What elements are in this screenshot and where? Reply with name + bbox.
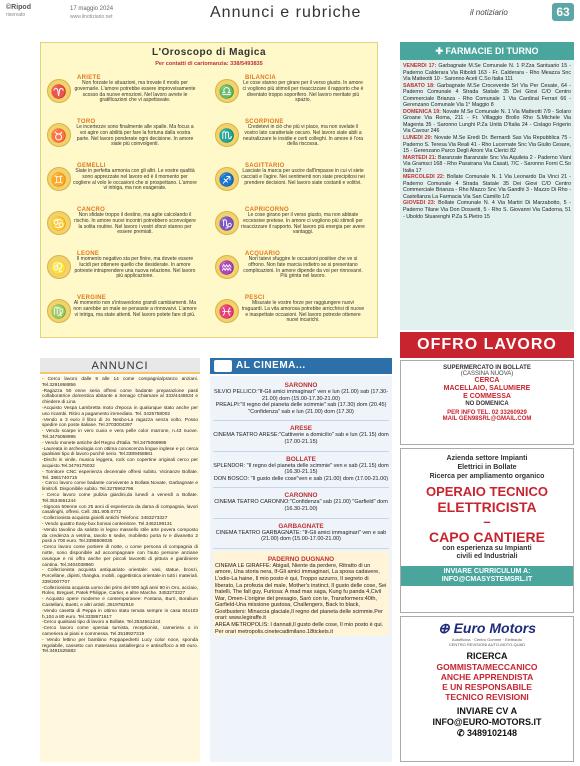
classifieds-body xyxy=(40,376,200,762)
day-label: GIOVEDI 23: xyxy=(403,200,436,207)
pharmacy-day: DOMENICA 19: Novate M.Se Comunale N. 1 Via Matteotti 7/9 - Solaro Groane Via Roma, 211 - Fr. Villaggio Brollo Rho S.Michele Via Magenta 35 - Saronno Lunghi P.Za Unità D'Italia 24 - Cislago Frigerio Via Cavour 246 xyxy=(403,108,571,135)
sign-text: Lasciate la marca per uscire dall'impasse in cui vi siete cacciati e l'agire. Nei sentimenti non siate precipitosi nei prendere decisioni. Nel lavoro siate costanti e volitivi. xyxy=(241,168,365,186)
job3-line: RICERCA xyxy=(466,651,508,661)
day-label: MARTEDI 21: xyxy=(403,154,437,161)
sign-pesci xyxy=(215,295,365,324)
cinema-town: SARONNO xyxy=(284,382,318,389)
sign-name: ARIETE xyxy=(77,75,101,81)
masthead: il notiziario xyxy=(470,8,508,17)
divider xyxy=(213,415,389,421)
sign-toro xyxy=(47,119,197,148)
zodiac-pesci-icon: ♓ xyxy=(215,299,239,323)
job3-phone[interactable] xyxy=(401,728,573,739)
sign-leone xyxy=(47,251,197,280)
website-link[interactable]: www.ilnotiziario.net xyxy=(70,14,113,20)
sign-text: Le cose girano per il verso giusto, ma non abbiate eccessive pretese. In amore ci vogliono più stimoli per rivaccizzare il rapporto. Nel lavoro più energia per avere vantaggi. xyxy=(241,212,365,236)
job2-line: civili ed Industriali xyxy=(456,553,518,560)
job2-cv-band xyxy=(401,566,573,586)
divider xyxy=(213,482,389,488)
sign-name: ACQUARIO xyxy=(245,251,281,257)
sign-ariete xyxy=(47,75,197,104)
sign-capricorno xyxy=(215,207,365,236)
sign-name: LEONE xyxy=(77,251,100,257)
job2-role: ELETTRICISTA xyxy=(437,499,537,515)
job-ad-supermarket xyxy=(400,360,574,445)
pharmacy-title: FARMACIE DI TURNO xyxy=(445,46,539,56)
job1-line: SUPERMERCATO IN BOLLATE xyxy=(443,365,531,371)
day-label: DOMENICA 19: xyxy=(403,108,441,115)
zodiac-capricorno-icon: ♑ xyxy=(215,211,239,235)
sign-name: CANCRO xyxy=(77,207,106,213)
job2-line: Elettrici in Bollate xyxy=(457,464,517,471)
cinema-listing: SILVIO PELLICO:"If-Gli amici immaginari" ven e lun (21.00) sab (17.30-21.00) dom (15.00-17.30-21.00) xyxy=(213,389,389,402)
cinema-listing: CINEMA TEATRO CARONNO:"Confidenza" sab (21.00) "Garfield" dom (16.30-21.00) xyxy=(214,499,388,512)
cinema-town: GARBAGNATE xyxy=(278,522,324,530)
sign-name: GEMELLI xyxy=(77,163,106,169)
job2-role: CAPO CANTIERE xyxy=(429,529,545,545)
sign-vergine xyxy=(47,295,197,318)
sign-name: PESCI xyxy=(245,295,265,301)
cinema-header xyxy=(210,358,392,374)
sign-scorpione xyxy=(215,119,365,148)
job2-role: OPERAIO TECNICO xyxy=(425,484,549,499)
pharmacy-day: MERCOLEDI 22: Bollate Comunale N. 1 Via Leonardo Da Vinci 21 - Paderno Comunale 4 Strada Statale 35 Dei Giovi C/O Centro Commerciale Brianza - Rho Mazzo Snc Via Gandhi 3 - Mazzo Di Rho - Castellanza La Farmacia Via San Camillo 1/2 xyxy=(403,174,571,200)
cinema-listing: CINEMA TEATRO ARESE:"Cattiverie a domicilio" sab e lun (21.15) dom (17.00-21.15) xyxy=(213,432,389,445)
horoscope-subtitle: Per contatti di cartomanzia: 338/5493835 xyxy=(155,61,263,67)
job-offers-header: OFFRO LAVORO xyxy=(400,332,574,358)
job1-line: CERCA xyxy=(474,377,500,384)
job3-line: TECNICO REVISIONI xyxy=(445,692,529,702)
phone-number: 3489102148 xyxy=(466,728,518,738)
sign-text: Non forzate le situazioni, ma trovate il modo per governarle. L'amore potrebbe essere improvvisamente scosso da nuove emozioni. Nel lavoro avrete le gratificazioni che vi aspettavate. xyxy=(74,80,196,104)
day-label: MERCOLEDI 22: xyxy=(403,174,445,181)
job1-phone: PER INFO TEL. 02 33260929 xyxy=(447,410,527,416)
pharmacy-day: GIOVEDI 23: Bollate Comunale N. 4 Via Martiri Di Marzabotto, 5 - Paderno Tilane Via Don Dossetti, 5 - Rho S. Giovanni Via Cadorna, 51 - Uboldo Stuarenghi P.Za S.Pietro 15 xyxy=(403,200,571,220)
sign-acquario xyxy=(215,251,365,280)
zodiac-sagittario-icon: ♐ xyxy=(215,167,239,191)
job1-line: (CASSINA NUOVA) xyxy=(460,371,514,377)
day-label: SABATO 18: xyxy=(403,82,435,89)
page-number: 63 xyxy=(552,3,574,21)
cinema-listing: AREA METROPOLIS: I dannati,Il gusto delle cose, Il mio posto è qui. Per orari metropolis.cinetecadimilano.18tickets.it xyxy=(215,622,384,635)
sign-text: Non tatevi sfuggire le occasioni positive che ve si offrono. Non fate marcia indietro se si presentano complicazioni. In amore dipende da voi per rinnovarvi. Più grinta nel lavoro. xyxy=(243,256,363,280)
cinema-listing: DON BOSCO: "Il gusto delle cose"ven e sab (21.00) dom (17.00-21.00) xyxy=(213,475,389,482)
job3-line: ANCHE APPRENDISTA xyxy=(440,672,534,682)
job1-line: MACELLAIO, SALUMIERE xyxy=(443,385,531,392)
day-label: VENERDI 17: xyxy=(403,63,437,69)
logo-sub: riservato xyxy=(6,12,26,18)
cinema-town: BOLLATE xyxy=(286,455,316,463)
sign-text: Al momento non s'intravedono grandi cambiamenti. Ma non sarebbe un male se pensaste a rinnovarvi. L'amore vi intriga, ma state attenti. Nel lavoro potete fare di più. xyxy=(73,300,197,318)
pharmacy-day: SABATO 18: Garbagnate M.Se Croceverde Srl Via Per Cesate, 64 - Paderno Comunale 4 Strada Statale 35 Dei Giovi C/O Centro Commerciale Brianza - Rho Comunale 1 Via Cardinal Ferrari 66 - Gerenzano Comunale Via 1° Maggio 8 xyxy=(403,82,571,109)
sign-gemelli xyxy=(47,163,197,192)
divider xyxy=(213,513,389,519)
sign-text: Misurate le vostre forze per raggiungere nuovi traguardi. La vita amorosa potrebbe arricchirsi di nuove e inaspettate occasioni. Nel lavoro potreste ottenere nuovi incarichi. xyxy=(241,300,365,324)
job1-email[interactable]: MAIL GEN98SRL@GMAIL.COM xyxy=(442,416,532,422)
section-title: Annunci e rubriche xyxy=(210,4,362,21)
sign-text: Le cose stanno per girare per il verso giusto. In amore ci vogliono più stimoli per rivaccizzare il rapporto che è diventato troppo soporifero. Nel lavoro meritate più spazio. xyxy=(242,80,364,104)
sign-text: Le incertezze sono finalmente alle spalle. Ma focus a voi agire con abilità per fare la fortuna dalla vostra parte. Nel lavoro ponderate ogni decisione. In amore siate più coinvolgenti. xyxy=(76,124,194,148)
whatsapp-icon: ✆ xyxy=(456,728,467,738)
zodiac-ariete-icon: ♈ xyxy=(47,79,71,103)
zodiac-scorpione-icon: ♏ xyxy=(215,123,239,147)
pharmacy-list xyxy=(400,60,574,330)
job1-line: E COMMESSA xyxy=(463,393,511,400)
sign-sagittario xyxy=(215,163,365,186)
cinema-listings xyxy=(210,376,392,762)
sign-name: TORO xyxy=(77,119,96,125)
cinema-town: ARESE xyxy=(289,425,313,433)
cinema-dugnano xyxy=(213,551,389,637)
cinema-title: AL CINEMA... xyxy=(236,360,306,371)
zodiac-vergine-icon: ♍ xyxy=(47,299,71,323)
divider xyxy=(213,446,389,452)
cinema-town: CARONNO xyxy=(284,492,318,500)
brand-sub2: CENTRO REVISIONI AUTO-MOTO-QUAD xyxy=(448,642,526,647)
day-label: LUNEDI 20: xyxy=(403,135,433,142)
cinema-listing: PREALPI:"Il regno del pianeta delle scimmie" sab (17.30) dom (20.45) "Confidenza" sab e lun (21.00) dom (17.30) xyxy=(215,402,387,415)
classifieds-header: ANNUNCI xyxy=(40,358,200,374)
zodiac-toro-icon: ♉ xyxy=(47,123,71,147)
plus-icon: ✚ xyxy=(435,46,446,56)
cinema-listing: CINEMA LE GIRAFFE: Abigail, Niente da perdere, Ritratto di un amore, Una storia nera, If-Gli amici immaginari, La sposa cadavere, L'odio-La haine, Il mio posto è qui, Troppo azzurro, Il segreto di liberato, La profezia del male, Mother's instinct, Il gusto delle cose, Sei fratelli, The fall guy, Furiosa: A mad max saga, Kung fu panda 4,Civil War, Omen-L'origine del presagio, Sarò con te, Transformers:40th, Garfield-Una missione gustosa, Challengers, Back to black, Gostbusters: Minaccia glaciale,Il regno del pianeta delle scimmie.Per orari: www.legiraffe.it xyxy=(215,562,387,622)
job3-line: GOMMISTA/MECCANICO xyxy=(436,662,538,672)
zodiac-bilancia-icon: ♎ xyxy=(215,79,239,103)
sign-text: Siate in perfetta armonia con gli altri. Le vostre qualità sono apprezzate nel lavoro ed è il momento per cogliere al volo le occasioni che si prospettano. L'amore vi intriga, ma non esagerate. xyxy=(73,168,197,192)
zodiac-leone-icon: ♌ xyxy=(47,255,71,279)
logo-text: ©Ripod xyxy=(6,4,31,11)
car-icon: ⊕ xyxy=(437,620,454,636)
sign-name: SAGITTARIO xyxy=(245,163,285,169)
job1-line: NO DOMENICA xyxy=(465,401,509,407)
job2-dash: – xyxy=(483,514,491,529)
sign-text: Non sfidate troppo il destino, ma agite calcolando il rischio. In amore nuovi incontri potrebbero sconvolgere la solita routine. Nel lavoro i vostri sforzi stanno per essere premiati. xyxy=(74,212,196,236)
brand-name: Euro Motors xyxy=(453,620,537,636)
pharmacy-day: LUNEDI 20: Novate M.Se Eredi Dr. Bernardi Sas Via Repubblica 75 - Paderno S. Teresa Via Reali 41 - Rho Lucernate Snc Via Giulio Cesare, 15 - Gerenzano Parco Degli Aironi Via Clerici 82 xyxy=(403,135,571,155)
sign-name: CAPRICORNO xyxy=(245,207,290,213)
sign-bilancia xyxy=(215,75,365,104)
cinema-town: PADERNO DUGNANO xyxy=(267,555,335,563)
zodiac-acquario-icon: ♒ xyxy=(215,255,239,279)
zodiac-cancro-icon: ♋ xyxy=(47,211,71,235)
zodiac-gemelli-icon: ♊ xyxy=(47,167,71,191)
pharmacy-day: MARTEDI 21: Baranzate Baranzate Snc Via Aquileia 2 - Paderno Viani Via Gramsci 168 - Rho Passirana Via Casati, 7/C - Saronno Forni C.So Italia 17 xyxy=(403,154,571,174)
job2-line: Azienda settore Impianti xyxy=(446,455,528,462)
cinema-listing: CINEMA TEATRO GARBAGNATE: "If-Gli amici immaginari" ven e sab (21.00) dom (15.00-17.00-21.00) xyxy=(215,529,387,543)
pharmacy-day: VENERDI 17: Garbagnate M.Se Comunale N. 1 P.Zza Santuario 15 - Paderno Calderara Via Riboldi 163 - Fr. Calderara - Rho Meazza Snc Via Matteotti 10 - Saronno Aceti C.So Italia 111 xyxy=(403,63,571,83)
job2-line: Ricerca per ampliamento organico xyxy=(429,473,545,480)
job2-cv-label: INVIARE CURRICULUM A: xyxy=(443,568,531,575)
horoscope-title: L'Oroscopo di Magica xyxy=(151,47,267,58)
divider xyxy=(213,543,389,549)
sign-name: SCORPIONE xyxy=(245,119,284,125)
job-ad-euro-motors xyxy=(400,616,574,762)
sign-name: VERGINE xyxy=(77,295,107,301)
brand-sub: Autofficina · Centro Gomme · Elettrauto xyxy=(451,637,523,642)
classifieds-text: - Cerco lavoro dalle 9 alle 14 come compagnia/pranzo anziani. Tel.3291868856 -Ragazza 50 enne seria offresi come badante preparazione pasti collaboratrice domestica abitante a Senago Chiamare al 333/4448634 e chiedere di Lina -Acquisto Vespa Lambretta moto d'epoca in qualunque stato anche per uso ricambi. Ritiro a pagamento immediato. Tel. 3425758002 -Vendo a 3 euro il libro di Jo Nesbo-La ragazza senza volto. Posso spedire con poste italiane. Tel.3703004397 - Vendo scarpe in vero cuoio e vera pelle color marrone, n.43 nuove. Tel.3475068995 - Vendo monete antiche del Regno d'Italia. Tel.3475068995 -Laureata in archeologia con ottima conoscenza lingue inglese e pc cerca qualsiasi tipo di lavoro purchè serio. Tel.3389458881 -Dischi in vinile, musica leggera, rock con copertine originali cerco per acquisto.Tel.3479175032 - Tornitore CNC esperienza decennale offresi subito. Vicinanze Bollate. Tel. 3881740715 - Cerco lavoro come badante convivente a Bollate,Novate, Garbagnate e limitrofi. Disponibile subito. Tel.3275962796 - Cerco lavoro come pulizia giardini,da lunedì a venerdì a Bollate. Tel.3534561244 -Signora 50enne con 25 anni di esperienza da dama di compagnia, lavori casalinghi, offresi. Cell. 351.905.0772 -Collezionista acquista gioielli antichi Telefono: 3453273327 - Vendo quattro Easy-box bonsai contenitore. Tel.3462199131 -Vendo tavolino da salotto in legno massello stile arte povera composto da credenza a vetrina, tavolo 6 sedie, mobiletto porta tv e divanetto 2 posti a 700 euro. Tel.3398608035 -Cerco lavoro come portiere di notte, o come persona di compagnia di notte, sono disponibile ad accompagnare con l'auto persone anziane ovunque e mi offro anche per piccoli lavoretti di pittura e giardiniere cantina. Tel.3404038960 - Collezionista acquista antiquariato orientale: vasi, statue, bronzi, Porcellane, dipinti, thangka, mobili, oggettistica orientale in tutti i materiali. 339/2007707 -Collezionista acquista uomo dei primi del 900 agli anni 90 in Oro, acciaio, Rolex, Breguet, Patek Philippe, Cartier, e altre Marche. 3453273327 - Acquisto opere moderne e contemporanee: Fontana, Burri, Boralium Castellani, Boetti, e altri artisti .3519782918 -Vendo casetta di Peppa in ottimo stato tenuta sempre in casa 84x103 h,104 a 80 euro. Tel.3338671617 -Cerco qualsiasi tipo di lavoro a Bollate. Tel.3534561244 -Cerco lavoro come operaia turnista, receptionist, cameriera o in cameriera ai piani e commessa. Tel.3518927319 - Vendo lettino per bambino Foppapedretti Lucy color noce, sponda regolabile, cassetto con materasso antiallergico e antisoffoco a 80 euro. Tel.3491525682 xyxy=(42,377,198,655)
pharmacy-header xyxy=(400,42,574,60)
job2-email[interactable]: INFO@CMASYSTEMSRL.IT xyxy=(441,576,533,583)
sign-text: Il momento negativo sta per finire, ma dovete essere lucidi per ottenere quello che desiderate. In amore potreste intraprendere una nuova relazione. Nel lavoro più applicazione. xyxy=(74,256,196,280)
cinema-listing: SPLENDOR: "Il regno del pianeta delle scimmie" ven e sab (21.15) dom (16.30-21.15) xyxy=(213,462,389,476)
job3-line: E UN RESPONSABILE xyxy=(442,682,532,692)
sign-cancro xyxy=(47,207,197,236)
job3-email[interactable]: INFO@EURO-MOTORS.IT xyxy=(432,717,542,727)
job-ad-electrician xyxy=(400,448,574,613)
horoscope-box xyxy=(40,42,378,338)
film-icon xyxy=(214,360,232,372)
job2-line: con esperienza su Impianti xyxy=(442,545,532,552)
issue-date: 17 maggio 2024 xyxy=(70,6,114,12)
sign-name: BILANCIA xyxy=(245,75,277,81)
sign-text: Credetevi in ciò che più vi piace, ma non svelate il vostro lato caratteriale oscuro. Nel lavoro siate abili a neutralizzare le insidie e certi colleghi. In amore è l'ora della riscossa. xyxy=(242,124,364,148)
euro-motors-logo xyxy=(401,620,573,637)
job3-line: INVIARE CV A xyxy=(456,706,518,716)
